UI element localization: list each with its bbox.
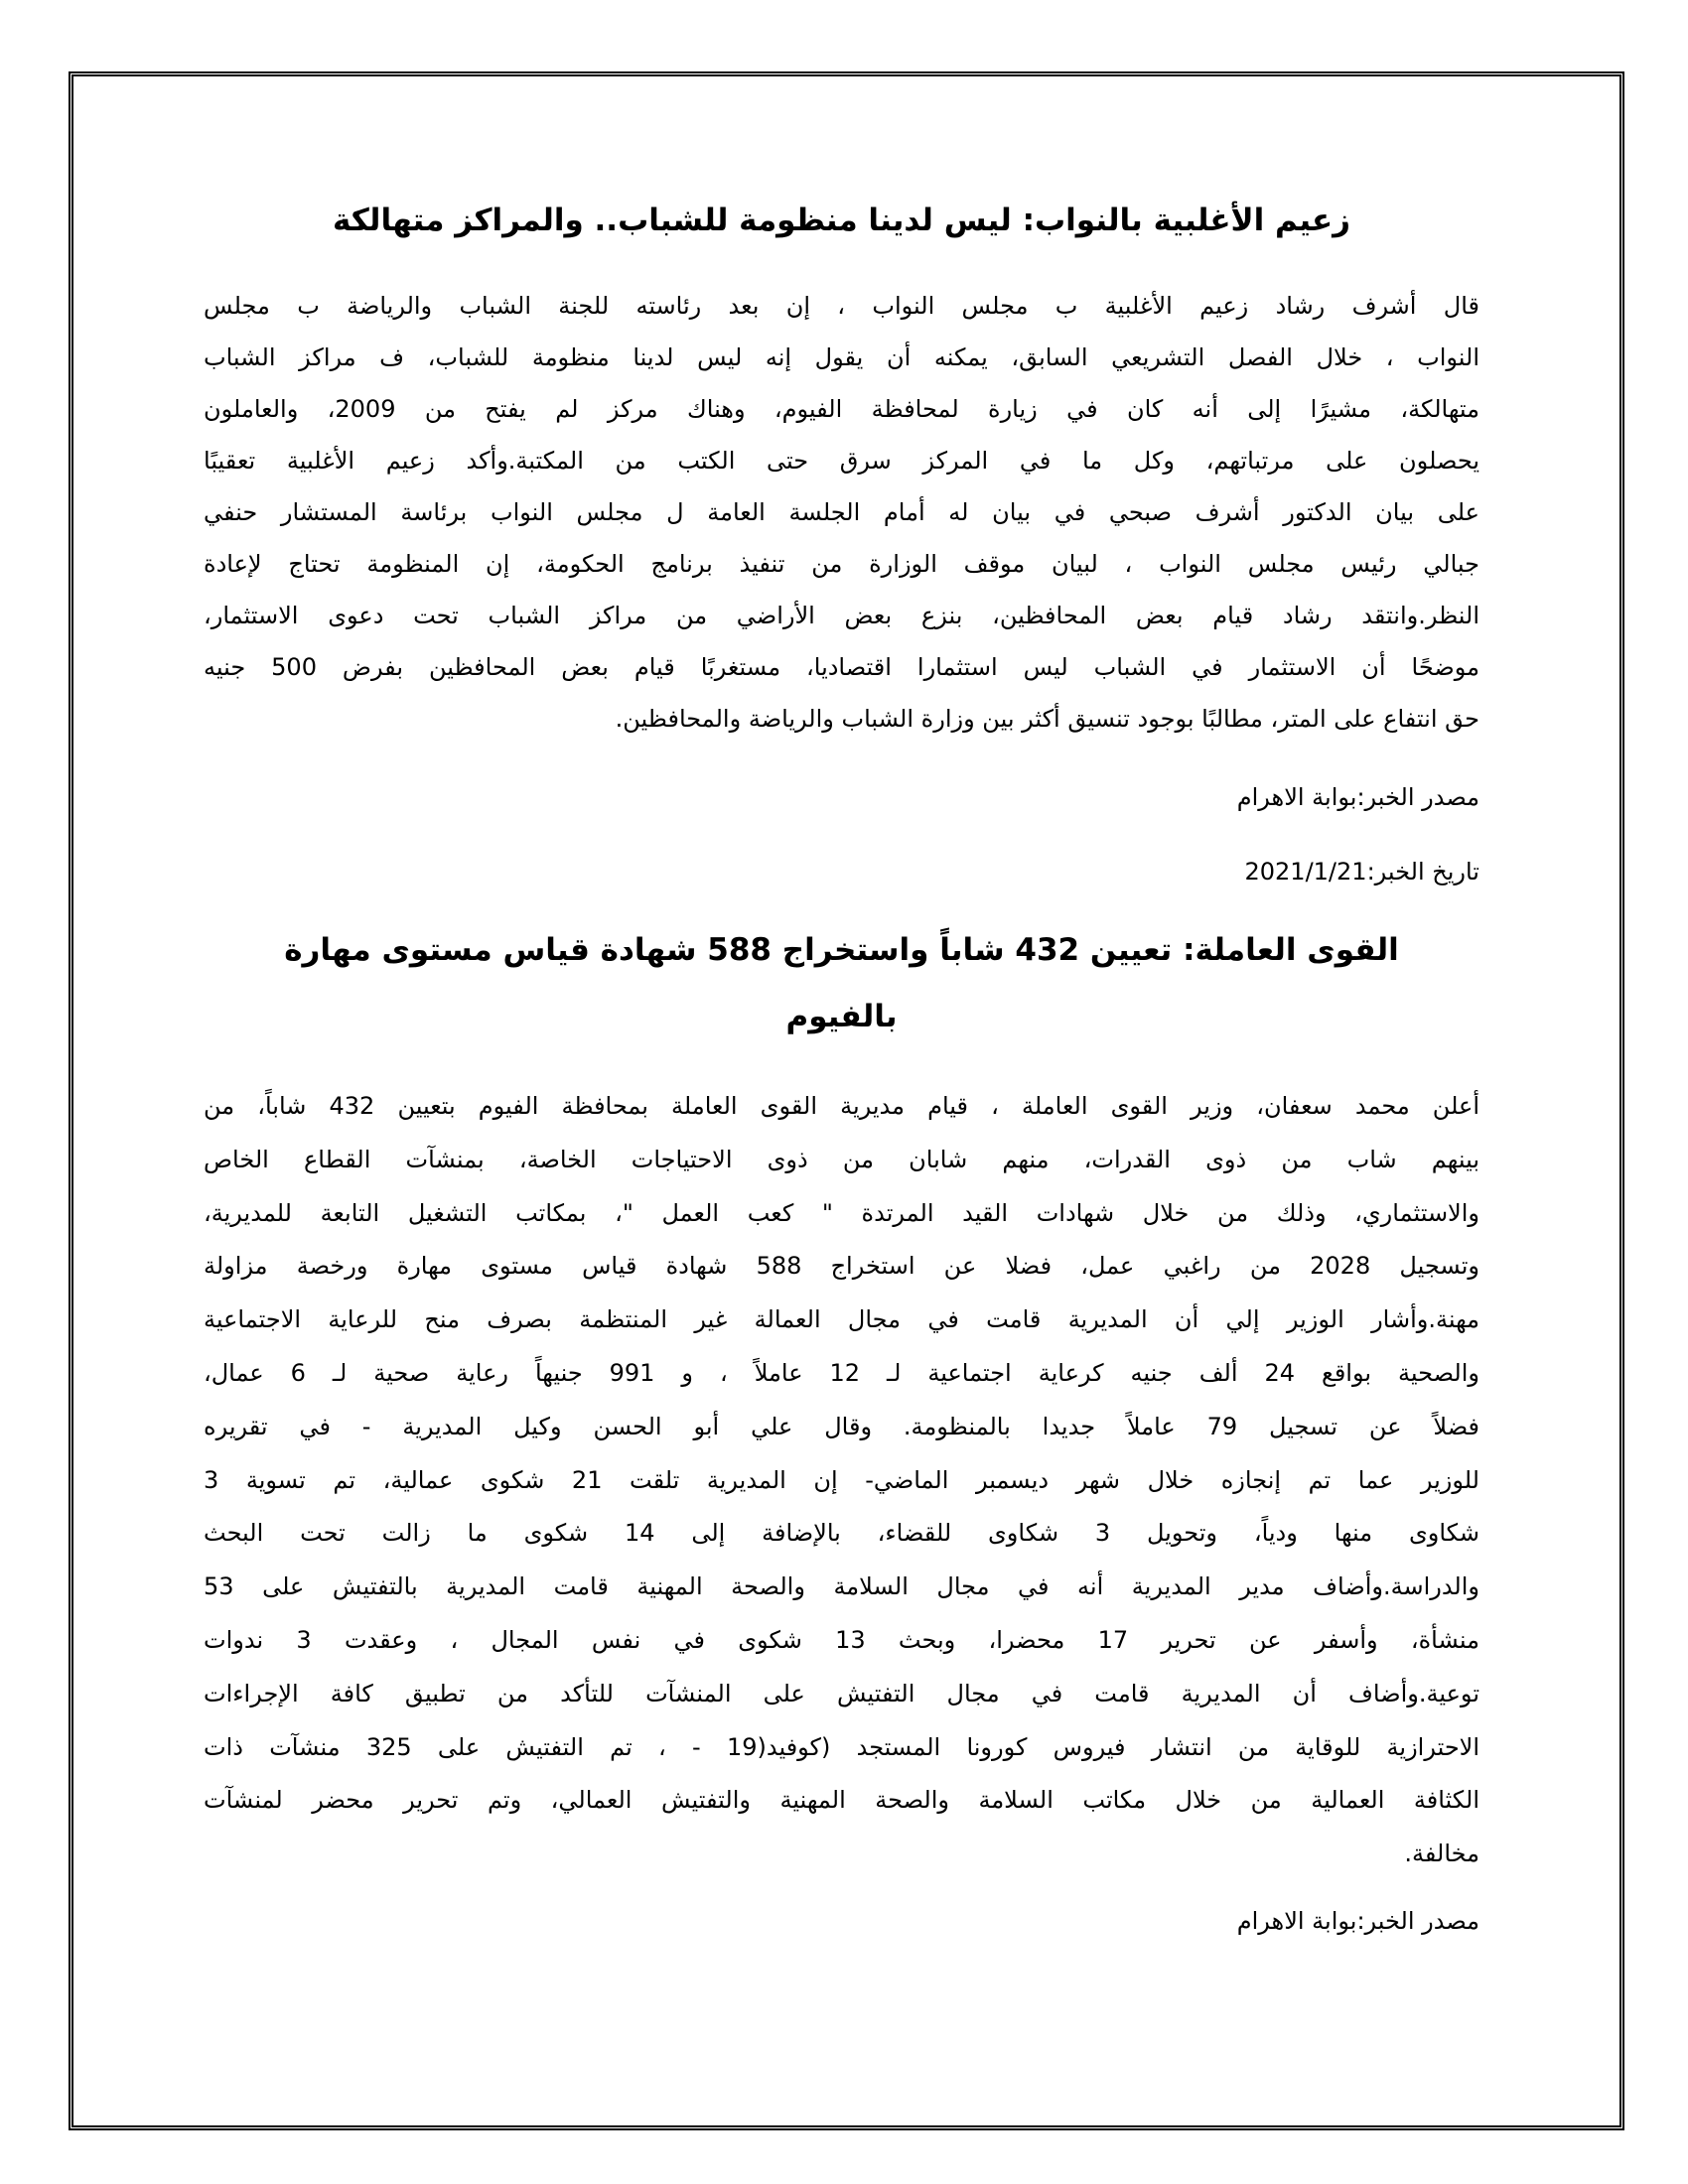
body-line: النظر.وانتقد رشاد قيام بعض المحافظين، بنزع بعض الأراضي من مراكز الشباب تحت دعوى الاستثمار، [204,602,1479,629]
body-line: جبالي رئيس مجلس النواب ، لبيان موقف الوزارة من تنفيذ برنامج الحكومة، إن المنظومة تحتاج لإعادة [204,550,1479,578]
article-1-source: مصدر الخبر:بوابة الاهرام [1236,783,1479,811]
body-line: على بيان الدكتور أشرف صبحي في بيان له أمام الجلسة العامة ل مجلس النواب برئاسة المستشار حنفي [204,498,1479,526]
body-line: منشأة، وأسفر عن تحرير 17 محضرا، وبحث 13 شكوى في نفس المجال ، وعقدت 3 ندوات [204,1625,1480,1654]
article-1-title-line: زعيم الأغلبية بالنواب: ليس لدينا منظومة للشباب.. والمراكز متهالكة [332,203,1351,238]
body-line: بينهم شاب من ذوى القدرات، منهم شابان من ذوى الاحتياجات الخاصة، بمنشآت القطاع الخاص [204,1145,1479,1173]
body-line: حق انتفاع على المتر، مطالبًا بوجود تنسيق أكثر بين وزارة الشباب والرياضة والمحافظين. [615,705,1479,733]
body-line: الكثافة العمالية من خلال مكاتب السلامة والصحة المهنية والتفتيش العمالي، وتم تحرير محضر لمنشآت [204,1786,1479,1815]
body-line: والصحية بواقع 24 ألف جنيه كرعاية اجتماعية لـ 12 عاملاً ، و 991 جنيهاً رعاية صحية لـ 6 عمال، [204,1358,1479,1387]
article-1-title [204,188,1479,254]
article-1-date: تاريخ الخبر:2021/1/21 [1244,858,1479,886]
body-line: مهنة.وأشار الوزير إلي أن المديرية قامت في مجال العمالة غير المنتظمة بصرف منح للرعاية الاجتماعية [204,1305,1479,1334]
body-line: للوزير عما تم إنجازه خلال شهر ديسمبر الماضي- إن المديرية تلقت 21 شكوى عمالية، تم تسوية 3 [204,1465,1479,1494]
body-line: قال أشرف رشاد زعيم الأغلبية ب مجلس النواب ، إن بعد رئاسته للجنة الشباب والرياضة ب مجلس [204,292,1479,320]
body-line: والاستثماري، وذلك من خلال شهادات القيد المرتدة " كعب العمل "، بمكاتب التشغيل التابعة للمديرية، [204,1198,1479,1227]
body-line: متهالكة، مشيرًا إلى أنه كان في زيارة لمحافظة الفيوم، وهناك مركز لم يفتح من 2009، والعاملون [204,395,1479,423]
body-line: النواب ، خلال الفصل التشريعي السابق، يمكنه أن يقول إنه ليس لدينا منظومة للشباب، ف مراكز الشباب [204,343,1479,371]
article-2-body [204,1080,1479,1881]
body-line: شكاوى منها ودياً، وتحويل 3 شكاوى للقضاء، بالإضافة إلى 14 شكوى ما زالت تحت البحث [204,1519,1479,1548]
body-line: مخالفة. [1404,1840,1479,1868]
body-line: موضحًا أن الاستثمار في الشباب ليس استثمارا اقتصاديا، مستغربًا قيام بعض المحافظين بفرض 500 جنيه [204,653,1479,681]
body-line: أعلن محمد سعفان، وزير القوى العاملة ، قيام مديرية القوى العاملة بمحافظة الفيوم بتعيين 432 شاباً، من [204,1092,1479,1120]
body-line: يحصلون على مرتباتهم، وكل ما في المركز سرق حتى الكتب من المكتبة.وأكد زعيم الأغلبية تعقيبًا [204,447,1479,475]
article-2-title-line: القوى العاملة: تعيين 432 شاباً واستخراج 588 شهادة قياس مستوى مهارة [284,932,1399,968]
body-line: الاحترازية للوقاية من انتشار فيروس كورونا المستجد (كوفيد(19 - ، تم التفتيش على 325 منشآت ذات [204,1732,1480,1761]
body-line: والدراسة.وأضاف مدير المديرية أنه في مجال السلامة والصحة المهنية قامت المديرية بالتفتيش على 53 [204,1572,1479,1601]
article-1-body [204,280,1479,745]
body-line: توعية.وأضاف أن المديرية قامت في مجال التفتيش على المنشآت للتأكد من تطبيق كافة الإجراءات [204,1679,1479,1707]
body-line: فضلاً عن تسجيل 79 عاملاً جديدا بالمنظومة. وقال علي أبو الحسن وكيل المديرية - في تقريره [204,1412,1480,1440]
article-2-source: مصدر الخبر:بوابة الاهرام [1236,1907,1479,1935]
article-2-title-line: بالفيوم [785,999,898,1034]
article-2-title [204,917,1479,1050]
body-line: وتسجيل 2028 من راغبي عمل، فضلا عن استخراج 588 شهادة قياس مستوى مهارة ورخصة مزاولة [204,1252,1480,1281]
